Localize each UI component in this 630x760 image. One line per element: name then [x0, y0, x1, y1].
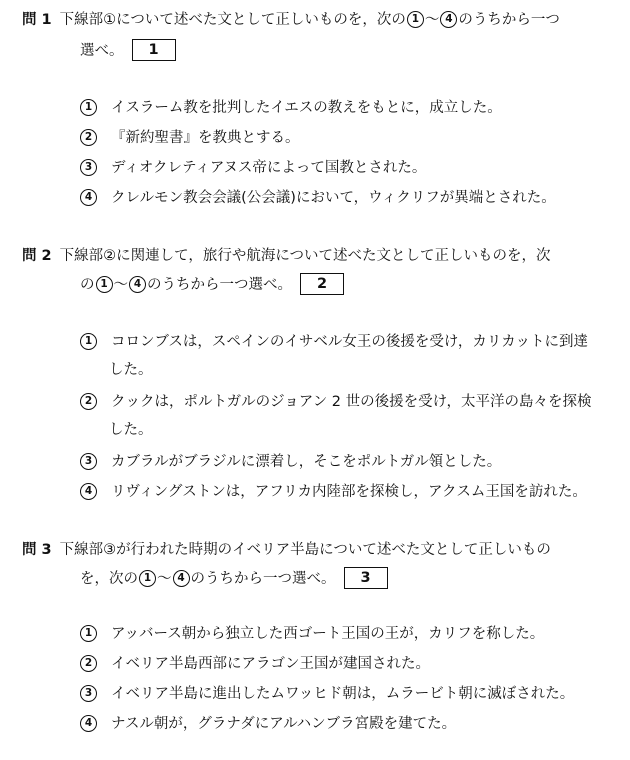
- question-1-stem-end: 選べ。: [80, 43, 124, 59]
- q2-choice-2[interactable]: [80, 392, 592, 412]
- question-3-stem-line-1: [22, 540, 551, 560]
- question-3-stem: 下線部③が行われた時期のイベリア半島について述べた文として正しいもの: [59, 542, 551, 558]
- question-2-label: 問 2: [22, 248, 52, 264]
- choice-number: 1: [80, 333, 97, 350]
- answer-box-1[interactable]: 1: [132, 39, 176, 61]
- choice-number: 4: [80, 715, 97, 732]
- choice-number: 2: [80, 129, 97, 146]
- choice-number: 2: [80, 655, 97, 672]
- question-1-stem-line-1: [22, 10, 560, 30]
- choice-text: 『新約聖書』を教典とする。: [111, 130, 300, 146]
- q1-choice-2[interactable]: [80, 128, 300, 148]
- question-3-stem-end: のうちから一つ選べ。: [190, 571, 336, 587]
- choice-text: ナスル朝が，グラナダにアルハンブラ宮殿を建てた。: [111, 716, 457, 732]
- choice-number: 1: [80, 625, 97, 642]
- choice-number: 3: [80, 685, 97, 702]
- question-3-stem-mid: を，次の: [80, 571, 138, 587]
- q2-choice-1-continuation: [109, 360, 153, 380]
- choice-text-continuation: した。: [109, 422, 153, 438]
- question-3-label: 問 3: [22, 542, 52, 558]
- q1-choice-3[interactable]: [80, 158, 426, 178]
- question-1-stem-tail: のうちから一つ: [458, 12, 560, 28]
- question-2-stem-end: のうちから一つ選べ。: [147, 277, 292, 293]
- choice-range-start: 1: [407, 11, 424, 28]
- answer-box-2[interactable]: 2: [300, 273, 344, 295]
- choice-range-start: 1: [139, 570, 156, 587]
- q1-choice-1[interactable]: [80, 98, 502, 118]
- range-tilde: 〜: [157, 571, 172, 587]
- choice-text: コロンブスは，スペインのイサベル女王の後援を受け，カリカットに到達: [111, 334, 589, 350]
- q1-choice-4[interactable]: [80, 188, 556, 208]
- choice-text: イベリア半島西部にアラゴン王国が建国された。: [111, 656, 430, 672]
- choice-number: 3: [80, 453, 97, 470]
- answer-box-3[interactable]: 3: [344, 567, 388, 589]
- question-2-stem-mid: の: [80, 277, 95, 293]
- choice-text: カブラルがブラジルに漂着し，そこをポルトガル領とした。: [111, 454, 502, 470]
- choice-number: 2: [80, 393, 97, 410]
- question-2-stem: 下線部②に関連して，旅行や航海について述べた文として正しいものを，次: [59, 248, 551, 264]
- range-tilde: 〜: [113, 277, 128, 293]
- q3-choice-3[interactable]: [80, 684, 574, 704]
- choice-text: クックは，ポルトガルのジョアン 2 世の後援を受け，太平洋の島々を探検: [111, 394, 592, 410]
- question-2-stem-line-2: [80, 274, 344, 296]
- choice-number: 3: [80, 159, 97, 176]
- question-1-stem-line-2: [80, 40, 176, 62]
- choice-text: アッバース朝から独立した西ゴート王国の王が，カリフを称した。: [111, 626, 545, 642]
- choice-text: クレルモン教会会議(公会議)において，ウィクリフが異端とされた。: [111, 190, 556, 206]
- choice-range-end: 4: [440, 11, 457, 28]
- question-1-stem: 下線部①について述べた文として正しいものを，次の: [59, 12, 406, 28]
- choice-number: 4: [80, 189, 97, 206]
- choice-number: 4: [80, 483, 97, 500]
- q2-choice-2-continuation: [109, 420, 153, 440]
- q2-choice-1[interactable]: [80, 332, 588, 352]
- choice-text: リヴィングストンは，アフリカ内陸部を探検し，アクスム王国を訪れた。: [111, 484, 587, 500]
- question-3-stem-line-2: [80, 568, 388, 590]
- choice-number: 1: [80, 99, 97, 116]
- choice-range-start: 1: [96, 276, 113, 293]
- choice-range-end: 4: [129, 276, 146, 293]
- q3-choice-2[interactable]: [80, 654, 430, 674]
- q3-choice-1[interactable]: [80, 624, 544, 644]
- question-2-stem-line-1: [22, 246, 551, 266]
- range-tilde: 〜: [424, 12, 440, 28]
- choice-range-end: 4: [173, 570, 190, 587]
- question-1-label: 問 1: [22, 12, 52, 28]
- choice-text-continuation: した。: [109, 362, 153, 378]
- choice-text: イベリア半島に進出したムワッヒド朝は，ムラービト朝に滅ぼされた。: [111, 686, 575, 702]
- q2-choice-4[interactable]: [80, 482, 587, 502]
- q2-choice-3[interactable]: [80, 452, 501, 472]
- choice-text: イスラーム教を批判したイエスの教えをもとに，成立した。: [111, 100, 502, 116]
- q3-choice-4[interactable]: [80, 714, 456, 734]
- choice-text: ディオクレティアヌス帝によって国教とされた。: [111, 160, 427, 176]
